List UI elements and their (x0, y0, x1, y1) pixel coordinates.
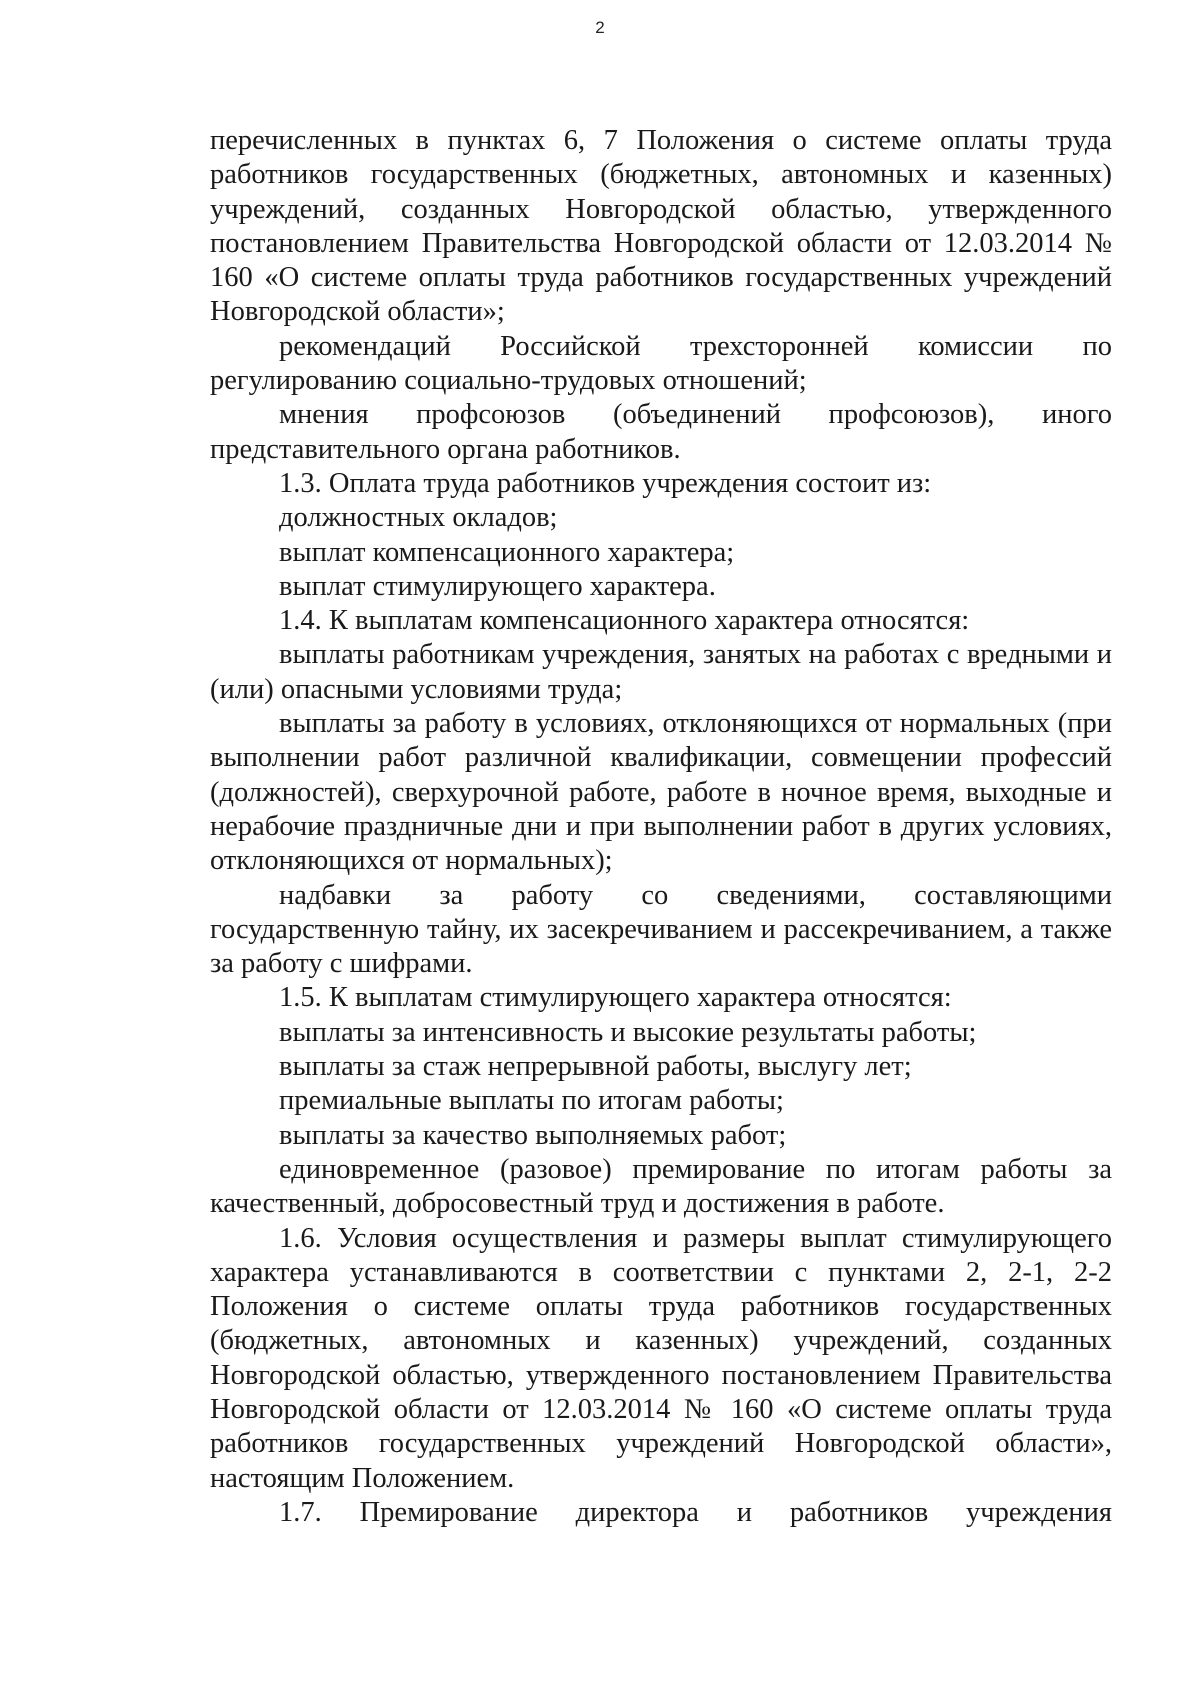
list-item: выплат стимулирующего характера. (279, 570, 716, 602)
list-item: единовременное (разовое) премирование по итогам работы за качественный, добросовестный труд и достижения в работе. (210, 1153, 1112, 1220)
document-body (210, 124, 1112, 1530)
list-item: выплаты за интенсивность и высокие результаты работы; (279, 1016, 977, 1048)
paragraph-2: рекомендаций Российской трехсторонней комиссии по регулированию социально-трудовых отношений; (210, 330, 1112, 397)
list-item: премиальные выплаты по итогам работы; (279, 1085, 784, 1117)
page-number: 2 (595, 18, 605, 37)
list-item: выплаты за стаж непрерывной работы, выслугу лет; (279, 1051, 912, 1083)
section-1-5-heading: 1.5. К выплатам стимулирующего характера относятся: (279, 982, 952, 1014)
list-item: выплаты за качество выполняемых работ; (279, 1119, 787, 1151)
list-item: должностных окладов; (279, 502, 558, 534)
section-1-6-paragraph: 1.6. Условия осуществления и размеры выплат стимулирующего характера устанавливаются в соответствии с пунктами 2, 2-1, 2-2 Положения о системе оплаты труда работников государственных (бюджетных, автономных и казенных) учреждений, созданных Новгородской областью, утвержденного постановлением Правительства Новгородской области от 12.03.2014 № 160 «О системе оплаты труда работников государственных учреждений Новгородской области», настоящим Положением. (210, 1222, 1112, 1494)
section-1-3-heading: 1.3. Оплата труда работников учреждения состоит из: (279, 467, 932, 499)
paragraph-1: перечисленных в пунктах 6, 7 Положения о системе оплаты труда работников государственных (бюджетных, автономных и казенных) учреждений, созданных Новгородской областью, утвержденного постановлением Правительства Новгородской области от 12.03.2014 № 160 «О системе оплаты труда работников государственных учреждений Новгородской области»; (210, 125, 1112, 328)
section-1-7-paragraph: 1.7. Премирование директора и работников учреждения (279, 1496, 1112, 1528)
list-item: надбавки за работу со сведениями, составляющими государственную тайну, их засекречиванием и рассекречиванием, а также за работу с шифрами. (210, 879, 1112, 980)
section-1-4-heading: 1.4. К выплатам компенсационного характера относятся: (279, 605, 970, 637)
list-item: выплаты работникам учреждения, занятых на работах с вредными и (или) опасными условиями труда; (210, 639, 1112, 705)
list-item: выплаты за работу в условиях, отклоняющихся от нормальных (при выполнении работ различной квалификации, совмещении профессий (должностей), сверхурочной работе, работе в ночное время, выходные и нерабочие праздничные дни и при выполнении работ в других условиях, отклоняющихся от нормальных); (210, 708, 1112, 877)
list-item: выплат компенсационного характера; (279, 536, 735, 568)
paragraph-3: мнения профсоюзов (объединений профсоюзов), иного представительного органа работников. (210, 399, 1112, 465)
